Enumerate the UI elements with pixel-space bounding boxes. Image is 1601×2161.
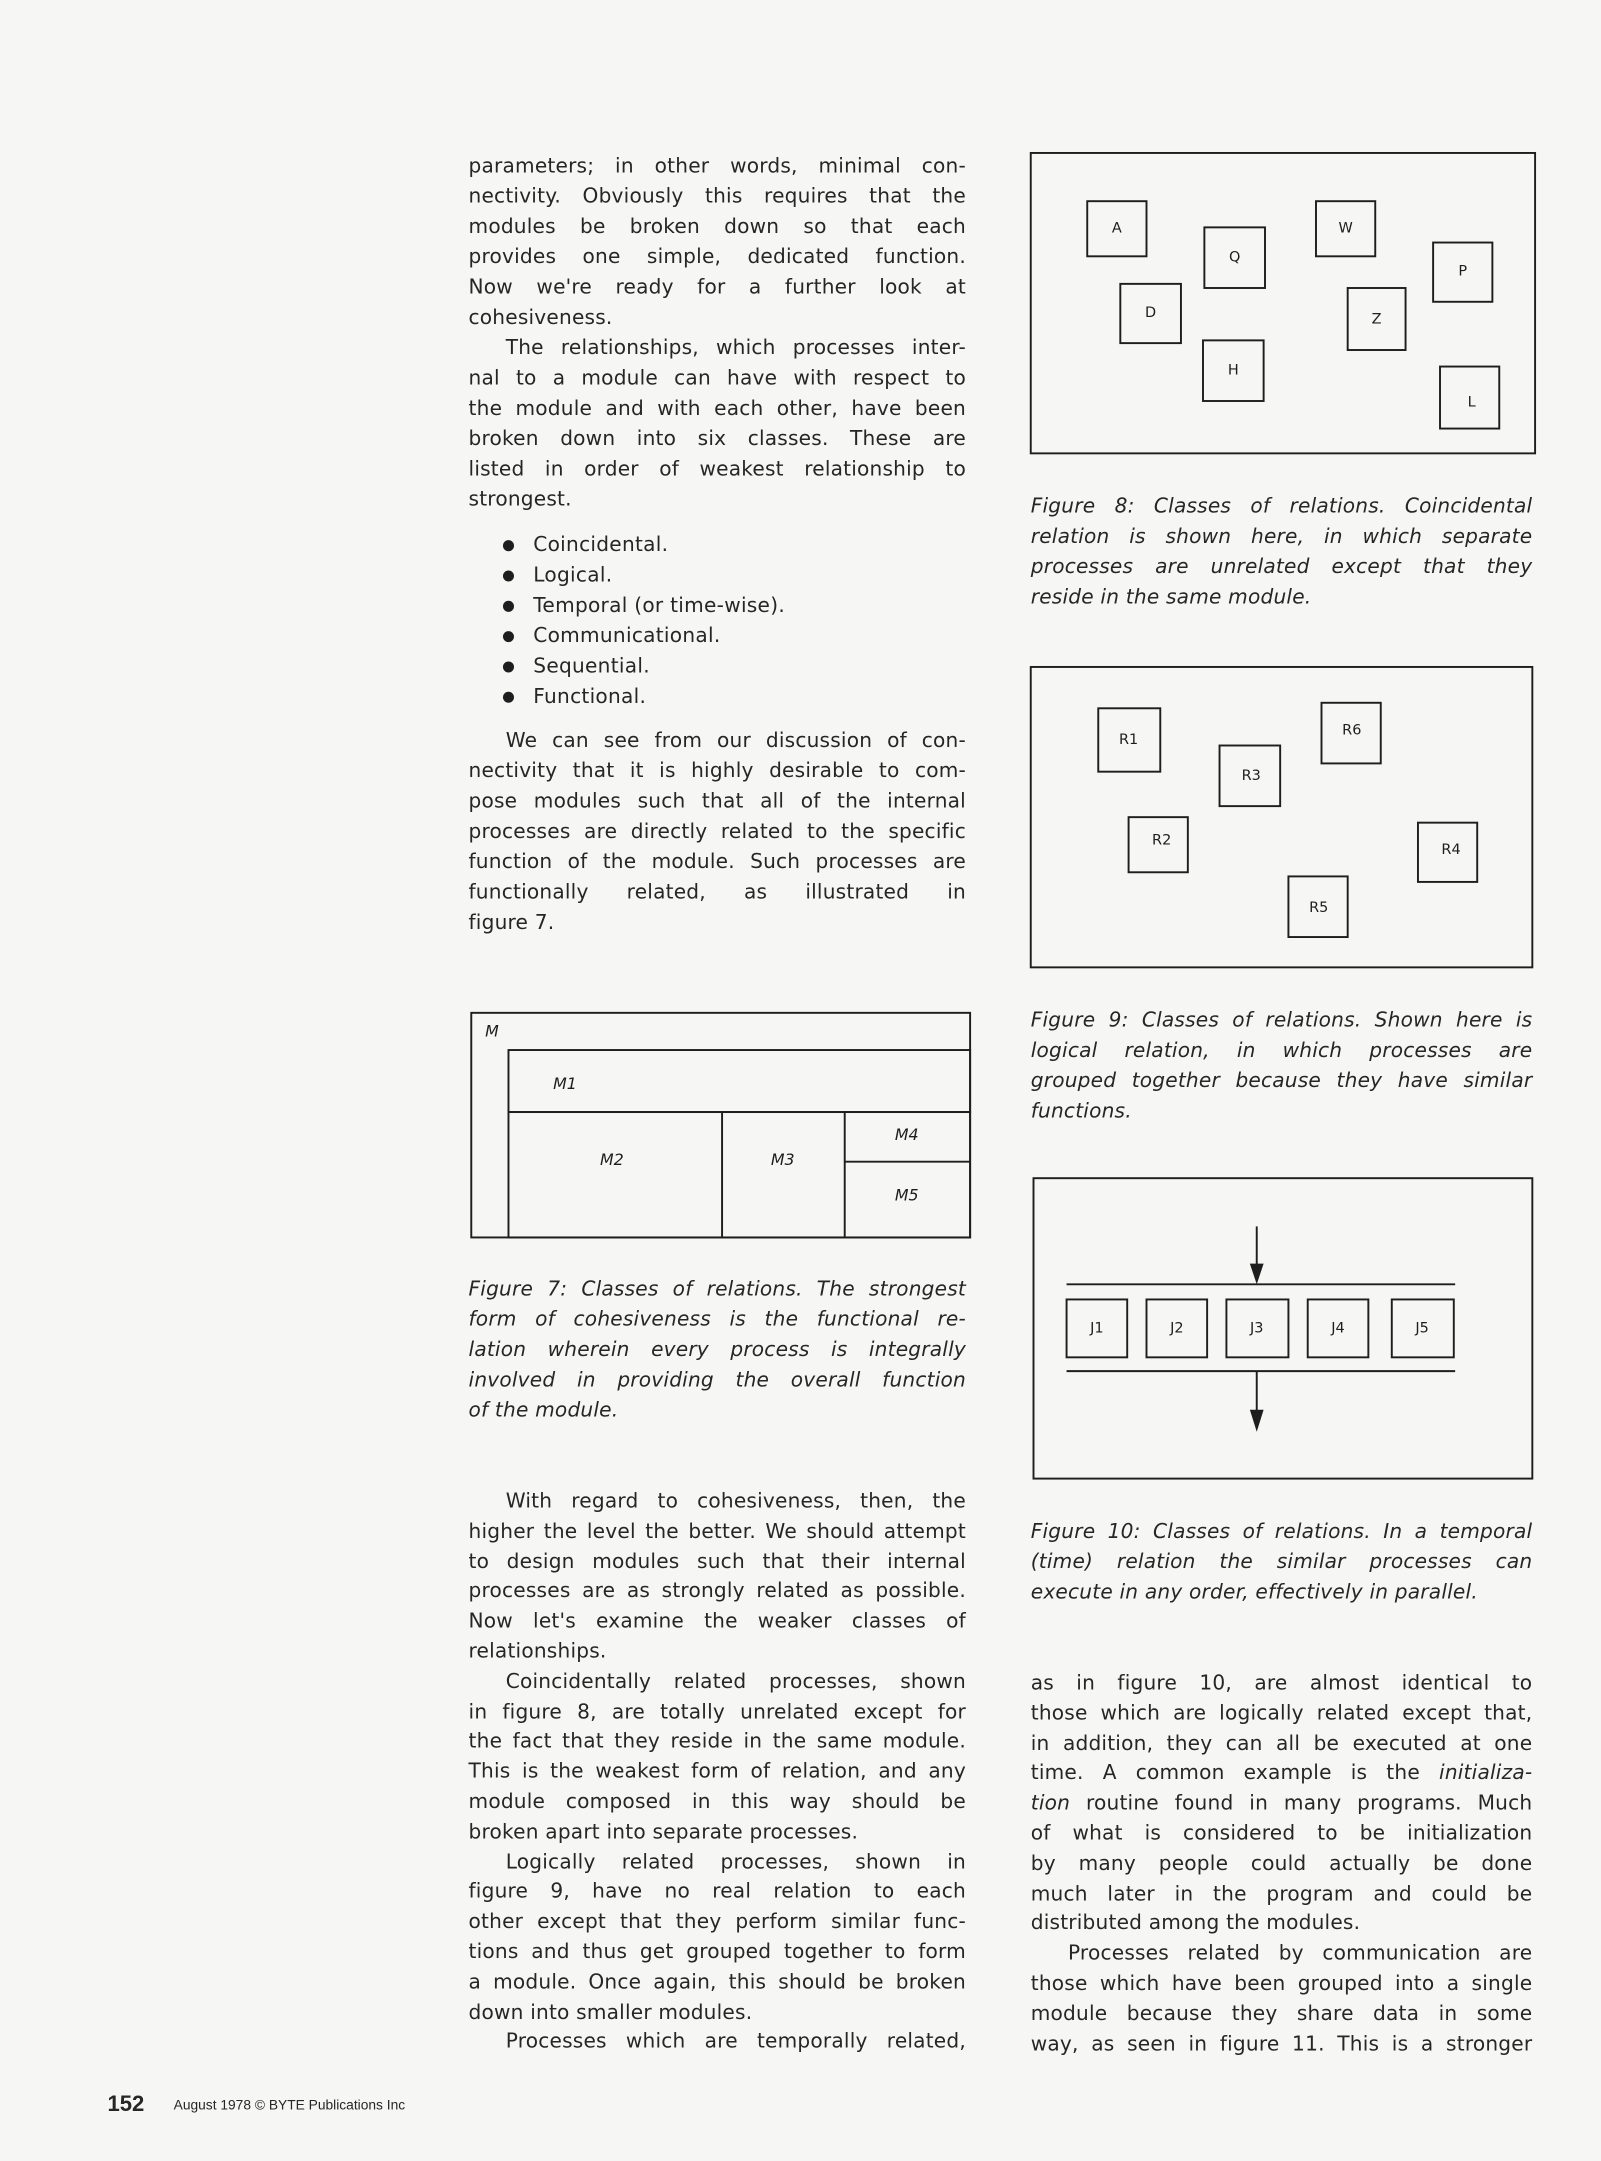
text-line: the fact that they reside in the same module.: [468, 1729, 966, 1754]
process-r3: [1220, 745, 1281, 806]
paragraph-logical: [469, 1847, 966, 2027]
svg-text:R4: R4: [1441, 842, 1461, 859]
bullet-icon: [503, 601, 514, 612]
text-line: function of the module. Such processes are: [468, 850, 966, 874]
text-line: relationships.: [468, 1639, 607, 1664]
text-line: [1031, 1789, 1533, 1819]
text-line: by many people could actually be done: [1030, 1851, 1533, 1876]
svg-text:D: D: [1145, 304, 1157, 321]
text-line: way, as seen in figure 11. This is a stronger: [1030, 2031, 1533, 2056]
svg-text:W: W: [1338, 220, 1353, 237]
figure-9-diagram: [1031, 667, 1533, 967]
list-item: [469, 652, 966, 682]
process-j5: [1392, 1299, 1454, 1357]
text-line: to design modules such that their internal: [468, 1549, 966, 1574]
svg-text:P: P: [1458, 263, 1468, 280]
text-line: figure 7.: [468, 910, 555, 935]
text-line: form of cohesiveness is the functional re-: [468, 1307, 966, 1332]
text-line: Now let's examine the weaker classes of: [468, 1609, 966, 1634]
text-span: time. A common example is the: [1030, 1761, 1440, 1786]
text-line: processes are as strongly related as possible.: [468, 1579, 966, 1604]
text-line: a module. Once again, this should be broken: [468, 1970, 966, 1994]
text-line: Coincidentally related processes, shown: [505, 1669, 966, 1694]
text-line: (time) relation the similar processes can: [1030, 1550, 1533, 1574]
text-line: Processes which are temporally related,: [505, 2030, 966, 2054]
bullet-icon: [503, 631, 514, 642]
figure-10-diagram: [1034, 1178, 1533, 1478]
process-a: [1087, 201, 1146, 256]
text-line: execute in any order, effectively in parallel.: [1030, 1580, 1478, 1604]
module-box: [1034, 1178, 1533, 1478]
text-line: in figure 8, are totally unrelated except for: [468, 1699, 966, 1724]
list-item-label: Logical.: [533, 563, 613, 588]
list-item-label: Functional.: [533, 684, 647, 709]
text-line: lation wherein every process is integrally: [468, 1338, 966, 1362]
svg-text:J2: J2: [1170, 1320, 1184, 1337]
text-line: broken down into six classes. These are: [468, 427, 966, 451]
paragraph-relationships: [469, 333, 966, 515]
list-item: [469, 561, 966, 591]
list-item: [469, 682, 966, 712]
process-r2: [1129, 817, 1188, 872]
text-line: Figure 9: Classes of relations. Shown here is: [1030, 1008, 1533, 1033]
svg-text:H: H: [1227, 362, 1239, 379]
text-line: as in figure 10, are almost identical to: [1030, 1671, 1533, 1695]
figure-10-caption: [1031, 1517, 1533, 1608]
figure-7-diagram: [471, 1013, 970, 1238]
process-r1: [1098, 708, 1160, 771]
module-m1-box: [508, 1050, 970, 1112]
text-line: of what is considered to be initialization: [1030, 1821, 1533, 1846]
text-line: tions and thus get grouped together to form: [468, 1940, 966, 1964]
figure-8-diagram: [1031, 153, 1535, 453]
text-line: module composed in this way should be: [468, 1790, 966, 1814]
svg-text:J1: J1: [1090, 1320, 1104, 1337]
module-box: [1031, 153, 1535, 453]
svg-text:Z: Z: [1371, 311, 1382, 328]
process-r6: [1322, 703, 1381, 764]
svg-text:R3: R3: [1241, 767, 1261, 784]
process-q: [1204, 227, 1265, 288]
list-item-label: Coincidental.: [533, 533, 669, 557]
module-box: [1031, 667, 1533, 967]
figure-7-caption: [469, 1275, 966, 1427]
paragraph-temporal-continued: [1031, 1669, 1533, 1939]
text-line: functionally related, as illustrated in: [468, 880, 966, 904]
process-j3: [1226, 1299, 1288, 1357]
text-line: cohesiveness.: [468, 305, 613, 330]
text-line: We can see from our discussion of con-: [505, 728, 966, 753]
relation-classes-list: [469, 531, 966, 713]
text-line: module because they share data in some: [1030, 2001, 1533, 2026]
process-l: [1440, 367, 1499, 429]
text-line: reside in the same module.: [1030, 585, 1312, 610]
svg-text:Q: Q: [1228, 249, 1241, 266]
italic-text: tion: [1030, 1791, 1071, 1816]
process-j2: [1146, 1299, 1207, 1357]
text-line: pose modules such that all of the internal: [468, 789, 966, 814]
text-line: listed in order of weakest relationship to: [468, 457, 966, 481]
text-line: nectivity. Obviously this requires that the: [468, 184, 966, 209]
list-item-label: Communicational.: [533, 624, 721, 648]
text-line: figure 9, have no real relation to each: [468, 1880, 966, 1904]
process-r5: [1288, 876, 1347, 937]
text-line: functions.: [1030, 1099, 1132, 1124]
list-item: [469, 621, 966, 651]
paragraph-cohesiveness: [469, 1487, 966, 1667]
text-line: processes are unrelated except that they: [1030, 555, 1533, 579]
text-line: nectivity that it is highly desirable to com-: [468, 759, 966, 783]
svg-text:R2: R2: [1152, 832, 1172, 849]
process-h: [1203, 340, 1264, 401]
text-line: Now we're ready for a further look at: [468, 275, 966, 300]
arrow-down-icon: [1250, 1410, 1264, 1432]
text-line: the module and with each other, have been: [468, 396, 966, 421]
text-line: much later in the program and could be: [1030, 1881, 1533, 1906]
list-item: [469, 591, 966, 621]
text-line: [1031, 1759, 1533, 1789]
bullet-icon: [503, 692, 514, 703]
paragraph-communicational: [1031, 1939, 1533, 2059]
text-line: logical relation, in which processes are: [1030, 1039, 1533, 1063]
label-m4: M4: [894, 1124, 919, 1144]
label-m: M: [485, 1021, 499, 1041]
text-line: those which have been grouped into a single: [1030, 1971, 1533, 1996]
list-item-label: Temporal (or time-wise).: [533, 593, 786, 618]
bullet-icon: [503, 570, 514, 581]
svg-text:R5: R5: [1309, 900, 1329, 917]
text-line: parameters; in other words, minimal con-: [468, 154, 966, 178]
text-line: those which are logically related except that,: [1030, 1701, 1533, 1725]
label-m2: M2: [599, 1149, 624, 1169]
paragraph-functional: [469, 726, 966, 938]
text-line: involved in providing the overall function: [468, 1368, 966, 1392]
svg-text:L: L: [1467, 394, 1476, 411]
text-line: Figure 7: Classes of relations. The strongest: [468, 1277, 966, 1301]
text-line: nal to a module can have with respect to: [468, 366, 966, 390]
figure-9-caption: [1031, 1006, 1533, 1127]
text-line: grouped together because they have similar: [1030, 1069, 1533, 1093]
publication-credit: August 1978 © BYTE Publications Inc: [173, 2098, 406, 2114]
text-line: strongest.: [468, 487, 572, 512]
text-span: routine found in many programs. Much: [1070, 1791, 1533, 1816]
text-line: distributed among the modules.: [1030, 1911, 1361, 1936]
paragraph-coincidental: [469, 1667, 966, 1847]
svg-text:J4: J4: [1331, 1320, 1345, 1337]
text-line: in addition, they can all be executed at one: [1030, 1731, 1533, 1756]
text-line: of the module.: [468, 1398, 619, 1423]
text-line: The relationships, which processes inter-: [505, 336, 966, 360]
text-line: provides one simple, dedicated function.: [468, 245, 966, 269]
process-j4: [1308, 1299, 1369, 1357]
paragraph-temporal: [469, 2028, 966, 2058]
process-w: [1316, 201, 1375, 256]
svg-text:J5: J5: [1415, 1320, 1429, 1337]
label-m3: M3: [770, 1149, 795, 1169]
text-line: other except that they perform similar func-: [468, 1910, 966, 1934]
process-j1: [1067, 1299, 1128, 1357]
svg-text:A: A: [1111, 220, 1122, 237]
text-line: Processes related by communication are: [1067, 1941, 1533, 1966]
process-p: [1433, 243, 1492, 302]
text-line: higher the level the better. We should attempt: [468, 1519, 966, 1544]
svg-text:R6: R6: [1342, 722, 1362, 739]
text-line: Figure 10: Classes of relations. In a temporal: [1030, 1519, 1533, 1544]
label-m5: M5: [894, 1185, 919, 1205]
process-d: [1120, 284, 1181, 343]
svg-text:J3: J3: [1250, 1320, 1264, 1337]
page-number: 152: [107, 2093, 145, 2117]
list-item-label: Sequential.: [533, 654, 650, 678]
text-line: Logically related processes, shown in: [505, 1850, 966, 1874]
svg-text:R1: R1: [1118, 731, 1139, 748]
text-line: broken apart into separate processes.: [468, 1820, 859, 1844]
text-line: down into smaller modules.: [468, 2000, 753, 2024]
text-line: Figure 8: Classes of relations. Coincidental: [1030, 494, 1533, 519]
paragraph-connectivity: [469, 152, 966, 334]
arrow-down-icon: [1250, 1264, 1264, 1285]
text-line: processes are directly related to the specific: [468, 819, 966, 844]
process-z: [1348, 288, 1406, 350]
list-item: [469, 531, 966, 561]
figure-8-caption: [1031, 492, 1533, 613]
process-r4: [1418, 823, 1477, 882]
label-m1: M1: [553, 1073, 577, 1093]
bullet-icon: [503, 661, 514, 672]
text-line: relation is shown here, in which separate: [1030, 525, 1533, 549]
bullet-icon: [503, 540, 514, 551]
italic-text: initializa-: [1439, 1761, 1533, 1786]
text-line: modules be broken down so that each: [468, 214, 966, 239]
text-line: This is the weakest form of relation, and any: [468, 1759, 966, 1784]
text-line: With regard to cohesiveness, then, the: [505, 1489, 966, 1514]
